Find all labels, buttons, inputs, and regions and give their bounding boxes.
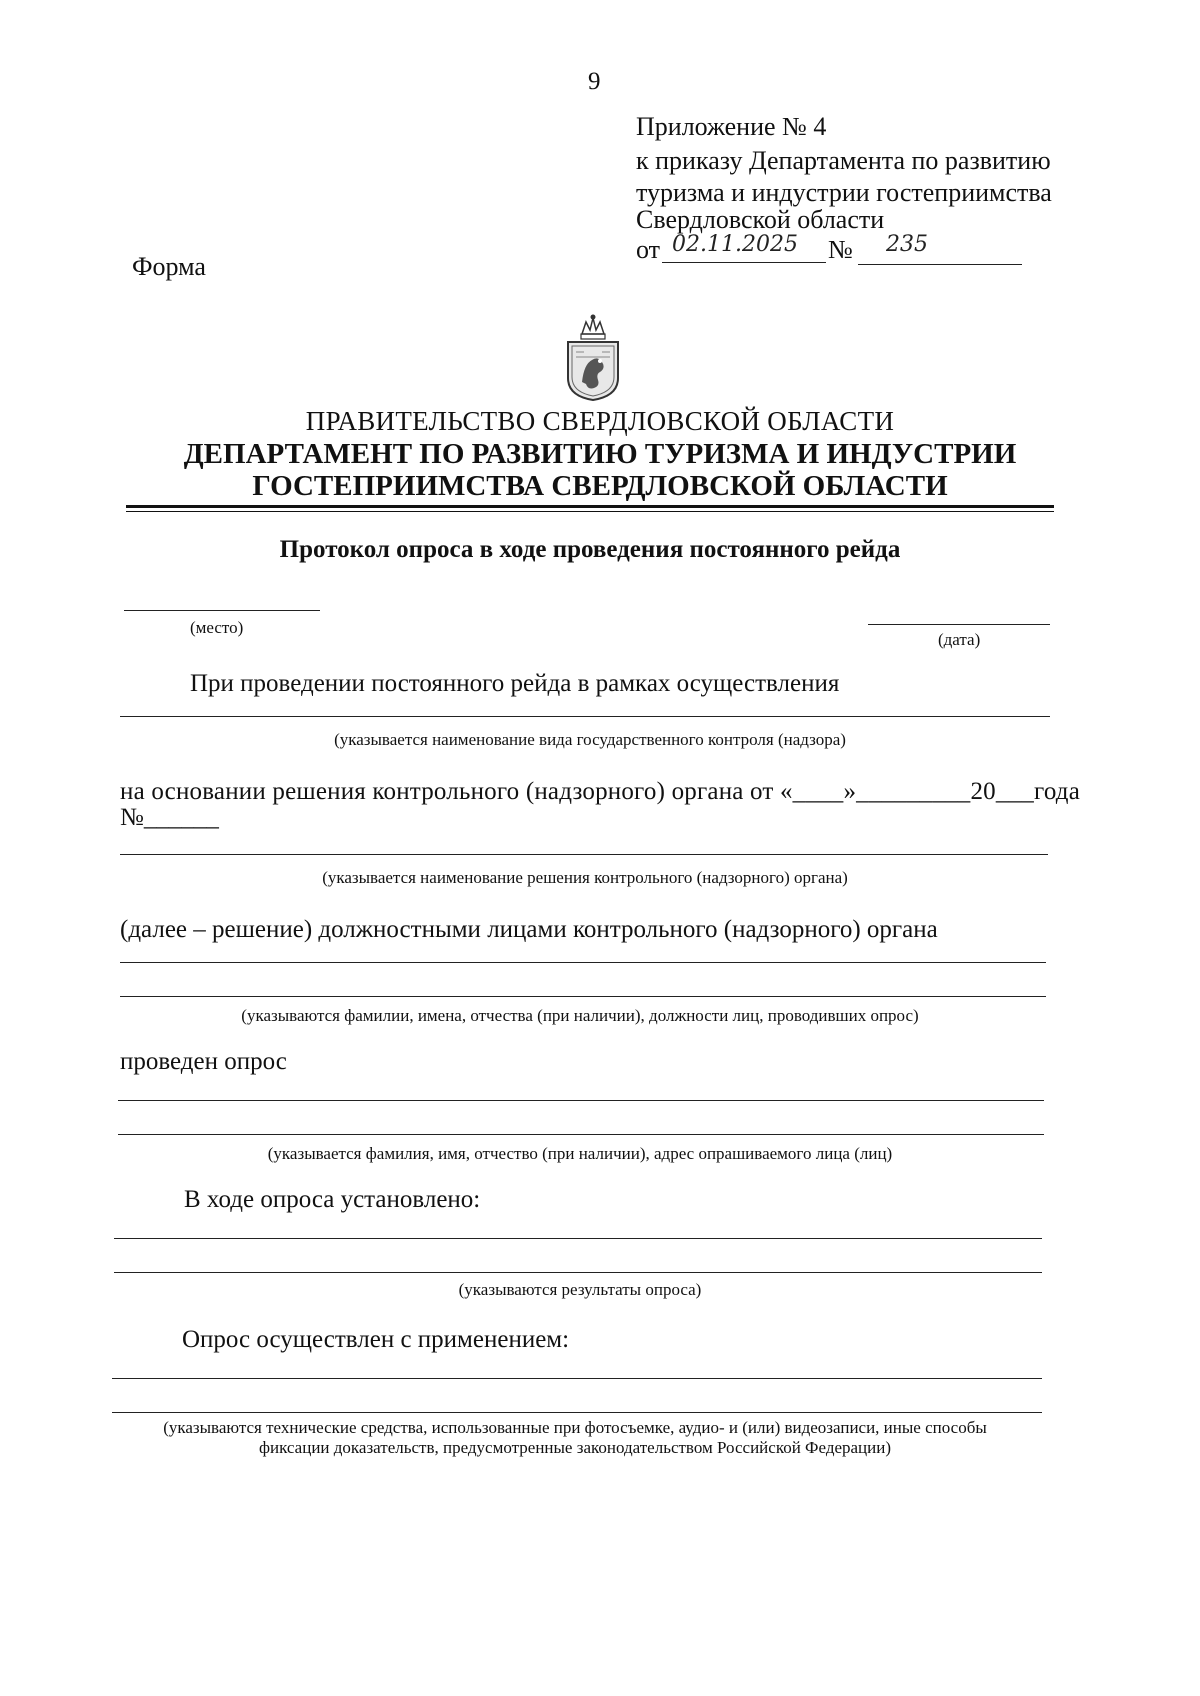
appendix-line: Свердловской области: [636, 205, 885, 234]
paragraph-decision: на основании решения контрольного (надзорного) органа от «____»_________20___года: [120, 778, 1081, 805]
decision-name-field: [120, 854, 1048, 855]
place-field: [124, 610, 320, 611]
date-hint: (дата): [938, 630, 981, 649]
order-number-prefix: №: [828, 235, 853, 264]
department-name-line2: ГОСТЕПРИИМСТВА СВЕРДЛОВСКОЙ ОБЛАСТИ: [252, 470, 948, 502]
technical-means-hint-line1: (указываются технические средства, использованные при фотосъемке, аудио- и (или) видеозаписи, иные способы: [163, 1418, 987, 1437]
form-label: Форма: [132, 252, 206, 281]
results-hint: (указываются результаты опроса): [458, 1280, 702, 1299]
results-field-1: [114, 1238, 1042, 1239]
header-divider-thin: [126, 511, 1054, 512]
respondent-field-1: [118, 1100, 1044, 1101]
decision-number: №______: [120, 804, 219, 831]
paragraph-officials: (далее – решение) должностными лицами контрольного (надзорного) органа: [120, 916, 938, 943]
place-hint: (место): [190, 618, 244, 637]
control-type-hint: (указывается наименование вида государственного контроля (надзора): [334, 730, 846, 749]
order-date-prefix: от: [636, 235, 661, 264]
appendix-line: туризма и индустрии гостеприимства: [636, 178, 1052, 207]
order-date-underline: [662, 262, 826, 263]
officials-hint: (указываются фамилии, имена, отчества (при наличии), должности лиц, проводивших опрос): [241, 1006, 919, 1025]
control-type-field: [120, 716, 1050, 717]
paragraph-survey: проведен опрос: [120, 1048, 287, 1075]
officials-field-2: [120, 996, 1046, 997]
document-title: Протокол опроса в ходе проведения постоянного рейда: [279, 536, 901, 563]
paragraph-raid: При проведении постоянного рейда в рамках осуществления: [190, 670, 840, 697]
order-number-handwritten: 235: [886, 232, 928, 257]
respondent-field-2: [118, 1134, 1044, 1135]
paragraph-technical-means: Опрос осуществлен с применением:: [182, 1326, 570, 1353]
officials-field-1: [120, 962, 1046, 963]
technical-means-field-2: [112, 1412, 1042, 1413]
header-divider-thick: [126, 505, 1054, 508]
order-date-handwritten: 02.11.2025: [672, 232, 798, 257]
technical-means-hint-line2: фиксации доказательств, предусмотренные законодательством Российской Федерации): [258, 1438, 892, 1457]
appendix-title: Приложение № 4: [636, 112, 827, 141]
coat-of-arms-icon: [562, 312, 624, 402]
appendix-line: к приказу Департамента по развитию: [636, 146, 1051, 175]
government-name: ПРАВИТЕЛЬСТВО СВЕРДЛОВСКОЙ ОБЛАСТИ: [305, 406, 895, 436]
order-number-underline: [858, 264, 1022, 265]
results-field-2: [114, 1272, 1042, 1273]
technical-means-field-1: [112, 1378, 1042, 1379]
respondent-hint: (указывается фамилия, имя, отчество (при наличии), адрес опрашиваемого лица (лиц): [267, 1144, 893, 1163]
date-field: [868, 624, 1050, 625]
page-number: 9: [588, 68, 601, 95]
department-name-line1: ДЕПАРТАМЕНТ ПО РАЗВИТИЮ ТУРИЗМА И ИНДУСТРИИ: [183, 438, 1017, 470]
decision-name-hint: (указывается наименование решения контрольного (надзорного) органа): [322, 868, 848, 887]
paragraph-established: В ходе опроса установлено:: [184, 1186, 481, 1213]
